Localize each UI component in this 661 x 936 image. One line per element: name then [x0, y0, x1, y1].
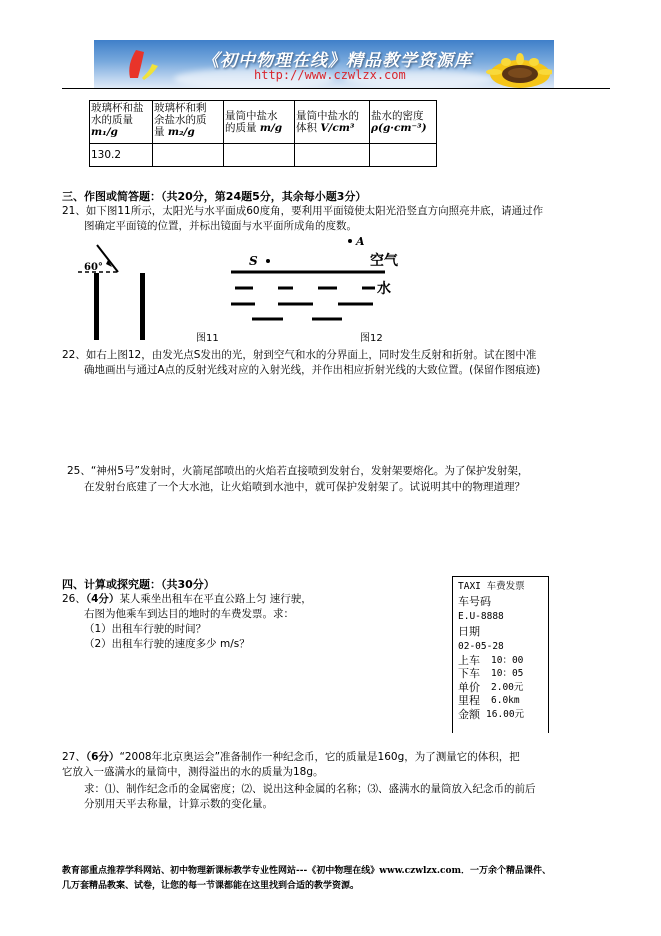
- header-text: 余盐水的质: [154, 114, 207, 126]
- table-header-row: [90, 101, 437, 144]
- figure-11-well-diagram: [60, 240, 180, 340]
- point-s-dot: [266, 259, 270, 263]
- price-value: 2.00元: [491, 682, 524, 693]
- amount-label: 金额: [458, 708, 480, 721]
- question-number: 26、: [62, 593, 86, 605]
- question-26-line2: 右图为他乘车到达目的地时的车费发票。求：: [84, 608, 294, 620]
- receipt-price-row: [458, 681, 524, 694]
- air-label: 空气: [370, 253, 398, 269]
- section-3-heading: 三、作图或简答题：（共20分，第24题5分，其余每小题3分）: [62, 190, 367, 203]
- receipt-distance-row: [458, 694, 520, 707]
- receipt-title: [458, 580, 525, 593]
- question-text: 某人乘坐出租车在平直公路上匀 速行驶，: [119, 593, 312, 605]
- header-text: 玻璃杯和剩: [154, 102, 207, 114]
- table-header-cell: [224, 101, 295, 144]
- question-27-line1: [62, 750, 520, 765]
- table-header-cell: [90, 101, 153, 144]
- footer-line: 教育部重点推荐学科网站、初中物理新课标教学专业性网站---《初中物理在线》www.czwlzx.com．一万余个精品课件、: [62, 866, 552, 876]
- receipt-date: 02-05-28: [458, 641, 504, 652]
- receipt-board-row: [458, 654, 524, 667]
- page-footer: [62, 864, 551, 894]
- question-text: “2008年北京奥运会”准备制作一种纪念币，它的质量是160g，为了测量它的体积，把: [119, 751, 520, 763]
- table-header-cell: [295, 101, 370, 144]
- header-text: 量: [154, 126, 165, 138]
- header-text: 的质量: [225, 122, 257, 134]
- point-a-label: A: [356, 235, 365, 248]
- well-wall-right: [140, 273, 145, 340]
- table-cell: [153, 144, 224, 167]
- header-unit: m₁/g: [91, 126, 118, 138]
- distance-value: 6.0km: [491, 695, 520, 706]
- question-22-line2: 确地画出与通过A点的反射光线对应的入射光线，并作出相应折射光线的大致位置。(保留作图痕迹): [84, 364, 541, 376]
- taxi-receipt: [452, 576, 549, 733]
- table-cell: [224, 144, 295, 167]
- point-a-dot: [348, 239, 352, 243]
- question-number: 27、: [62, 751, 86, 763]
- header-rule: [62, 88, 610, 89]
- table-header-cell: [370, 101, 437, 144]
- header-text: 量筒中盐水的: [296, 110, 359, 122]
- header-text: 量筒中盐水: [225, 110, 278, 122]
- footer-line: 几万套精品教案、试卷，让您的每一节课都能在这里找到合适的教学资源。: [62, 881, 360, 891]
- site-banner: [94, 40, 554, 88]
- question-points: （4分）: [85, 593, 120, 605]
- header-unit: m/g: [259, 122, 283, 134]
- header-text: 水的质量: [91, 114, 133, 126]
- salt-water-density-table: [89, 100, 437, 167]
- receipt-amount-row: [458, 708, 525, 721]
- question-21-line2: 图确定平面镜的位置，并标出镜面与水平面所成角的度数。: [84, 220, 357, 232]
- question-points: （6分）: [85, 751, 120, 763]
- distance-label: 里程: [458, 694, 480, 707]
- question-22-line1: 22、如右上图12，由发光点S发出的光，射到空气和水的分界面上，同时发生反射和折射。试在图中准: [62, 349, 537, 361]
- alight-time: 10：05: [491, 668, 524, 679]
- header-unit: ρ(g·cm⁻³): [371, 122, 427, 134]
- sunflower-icon: [482, 50, 552, 88]
- price-label: 单价: [458, 681, 480, 694]
- banner-title: 《初中物理在线》精品教学资源库: [202, 51, 472, 71]
- figure-12-caption: 图12: [360, 333, 383, 344]
- header-text: 玻璃杯和盐: [91, 102, 144, 114]
- figure-12-air-water-diagram: [225, 232, 415, 327]
- question-26-sub2: （2）出租车行驶的速度多少 m/s？: [84, 638, 250, 650]
- table-header-cell: [153, 101, 224, 144]
- table-cell: [295, 144, 370, 167]
- table-row: [90, 144, 437, 167]
- header-unit: m₂/g: [167, 126, 195, 138]
- table-cell: 130.2: [90, 144, 153, 167]
- well-wall-left: [94, 273, 99, 340]
- board-time: 10：00: [491, 655, 524, 666]
- question-26-line1: [62, 592, 312, 607]
- question-27-line3: 求：⑴、制作纪念币的金属密度；⑵、说出这种金属的名称；⑶、盛满水的量筒放入纪念币的前后: [84, 783, 536, 795]
- receipt-plate: E.U-8888: [458, 611, 504, 622]
- figure-11-caption: 图11: [196, 333, 219, 344]
- header-text: 盐水的密度: [371, 110, 424, 122]
- amount-value: 16.00元: [486, 709, 525, 720]
- angle-label: 60°: [84, 262, 103, 273]
- question-26-sub1: （1）出租车行驶的时间？: [84, 623, 207, 635]
- question-27-line2: 它放入一盛满水的量筒中，测得溢出的水的质量为18g。: [62, 766, 324, 778]
- section-4-heading: 四、计算或探究题：（共30分）: [62, 578, 215, 591]
- water-dashes: [231, 288, 375, 319]
- question-25-line2: 在发射台底建了一个大水池，让火焰喷到水池中，就可保护发射架了。试说明其中的物理道理？: [84, 481, 525, 493]
- point-s-label: S: [249, 254, 258, 268]
- question-25-line1: 25、“神州5号”发射时，火箭尾部喷出的火焰若直接喷到发射台，发射架要熔化。为了保护发射架，: [67, 465, 529, 477]
- alight-label: 下车: [458, 667, 480, 680]
- question-27-line4: 分别用天平去称量，计算示数的变化量。: [84, 798, 273, 810]
- water-label: 水: [377, 281, 391, 297]
- site-logo-icon: [124, 48, 164, 82]
- header-text: 体积: [296, 122, 317, 134]
- receipt-alight-row: [458, 667, 524, 680]
- banner-url: http://www.czwlzx.com: [254, 68, 406, 82]
- table-cell: [370, 144, 437, 167]
- receipt-plate-label: 车号码: [458, 595, 491, 608]
- receipt-title-text: TAXI 车费发票: [458, 581, 525, 592]
- board-label: 上车: [458, 654, 480, 667]
- receipt-date-label: 日期: [458, 625, 480, 638]
- question-21-line1: 21、如下图11所示，太阳光与水平面成60度角，要利用平面镜使太阳光沿竖直方向照亮井底，请通过作: [62, 205, 544, 217]
- header-unit: V/cm³: [320, 122, 355, 134]
